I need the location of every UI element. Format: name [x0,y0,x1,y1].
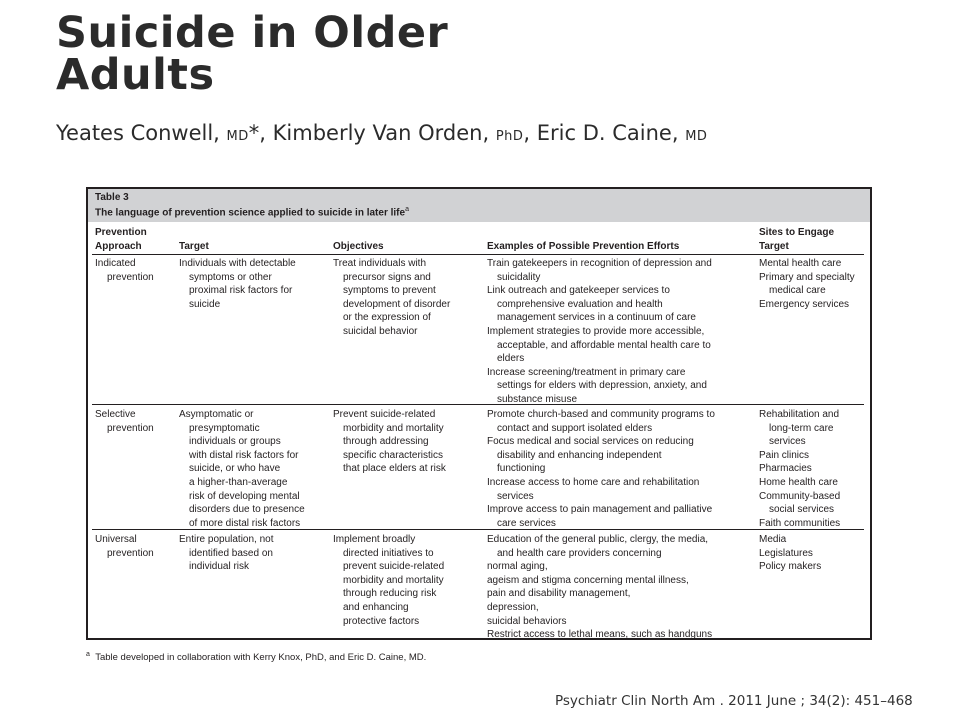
cell-examples [487,408,715,530]
site-item: Legislatures [759,547,813,559]
example-item: pain and disability management, [487,588,631,600]
author-degree: PhD [495,129,524,144]
article-title [56,8,449,100]
example-item: Improve access to pain management and palliative care services [487,504,713,529]
table-caption-band [88,189,870,222]
example-item: Implement strategies to provide more accessible, acceptable, and affordable mental health care to elders [487,325,711,365]
cell-sites [759,533,821,574]
table-caption: The language of prevention science applied to suicide in later life$^a$ [95,206,409,219]
site-item: Home health care [759,476,838,488]
example-item: Link outreach and gatekeeper services to comprehensive evaluation and health management services in a continuum of care [487,285,696,324]
header-approach: Prevention Approach [95,227,147,252]
example-item: Education of the general public, clergy, the media, and health care providers concerning [487,534,709,559]
site-item: Community-based social services [759,490,841,516]
header-sites: Sites to Engage Target [759,227,835,252]
cell-target: Individuals with detectable symptoms or other proximal risk factors for suicide [179,258,296,310]
example-item: Train gatekeepers in recognition of depression and suicidality [487,258,712,283]
site-item: Rehabilitation and long-term care services [759,409,840,448]
example-item: depression, [487,601,539,613]
site-item: Pharmacies [759,463,812,475]
author-name: Kimberly Van Orden, [272,121,496,145]
example-item: Increase screening/treatment in primary care settings for elders with depression, anxiety, and substance misuse [487,366,707,405]
example-item: normal aging, [487,561,548,573]
site-item: Policy makers [759,561,822,573]
table-footnote: $^a$ Table developed in collaboration with Kerry Knox, PhD, and Eric D. Caine, MD. [86,651,427,664]
example-item: Increase access to home care and rehabilitation services [487,476,700,502]
author-list [56,121,707,145]
site-item: Primary and specialty medical care [759,271,855,297]
author-name: Eric D. Caine, [536,121,686,145]
cell-objectives: Prevent suicide-related morbidity and mortality through addressing specific characteristics that place elders at risk [333,409,446,475]
cell-approach: Universal prevention [95,534,154,559]
author-degree: MD [685,129,708,144]
cell-approach: Indicated prevention [95,258,154,283]
cell-examples [487,257,712,407]
cell-target: Asymptomatic or presymptomatic individuals or groups with distal risk factors for suicide, or who have a higher-than-average risk of developing mental disorders due to presence of more distal risk factors [179,409,305,529]
row-rule [92,529,864,530]
author-separator: , [523,121,537,145]
title-line-1: Suicide in Older [56,8,449,58]
cell-objectives: Treat individuals with precursor signs and symptoms to prevent development of disorder or the expression of suicidal behavior [333,258,451,337]
example-item: Focus medical and social services on reducing disability and enhancing independent functioning [487,436,694,475]
cell-target: Entire population, not identified based on individual risk [179,534,274,573]
site-item: Media [759,534,787,545]
example-item: ageism and stigma concerning mental illness, [487,574,689,586]
author-name: Yeates Conwell, [56,121,227,145]
example-item: Promote church-based and community programs to contact and support isolated elders [487,409,715,434]
cell-objectives: Implement broadly directed initiatives to prevent suicide-related morbidity and mortality through reducing risk and enhancing protective factors [333,534,445,627]
header-objectives: Objectives [333,240,384,252]
author-separator: *, [248,121,273,145]
site-item: Mental health care [759,258,842,269]
site-item: Pain clinics [759,449,810,461]
table-label: Table 3 [95,192,129,203]
example-item: suicidal behaviors [487,615,567,627]
cell-examples [487,533,712,642]
cell-sites [759,408,840,530]
example-item: Restrict access to lethal means, such as handguns [487,629,713,641]
header-target: Target [179,240,209,252]
author-degree: MD [226,129,249,144]
site-item: Emergency services [759,298,850,310]
header-rule [92,254,864,255]
column-headers [88,226,870,253]
citation: Psychiatr Clin North Am . 2011 June ; 34(2): 451–468 [555,693,913,709]
site-item: Faith communities [759,517,841,529]
prevention-table [86,187,872,640]
row-rule [92,404,864,405]
cell-approach: Selective prevention [95,409,154,434]
header-examples: Examples of Possible Prevention Efforts [487,240,680,252]
cell-sites [759,257,855,311]
title-line-2: Adults [56,50,215,100]
